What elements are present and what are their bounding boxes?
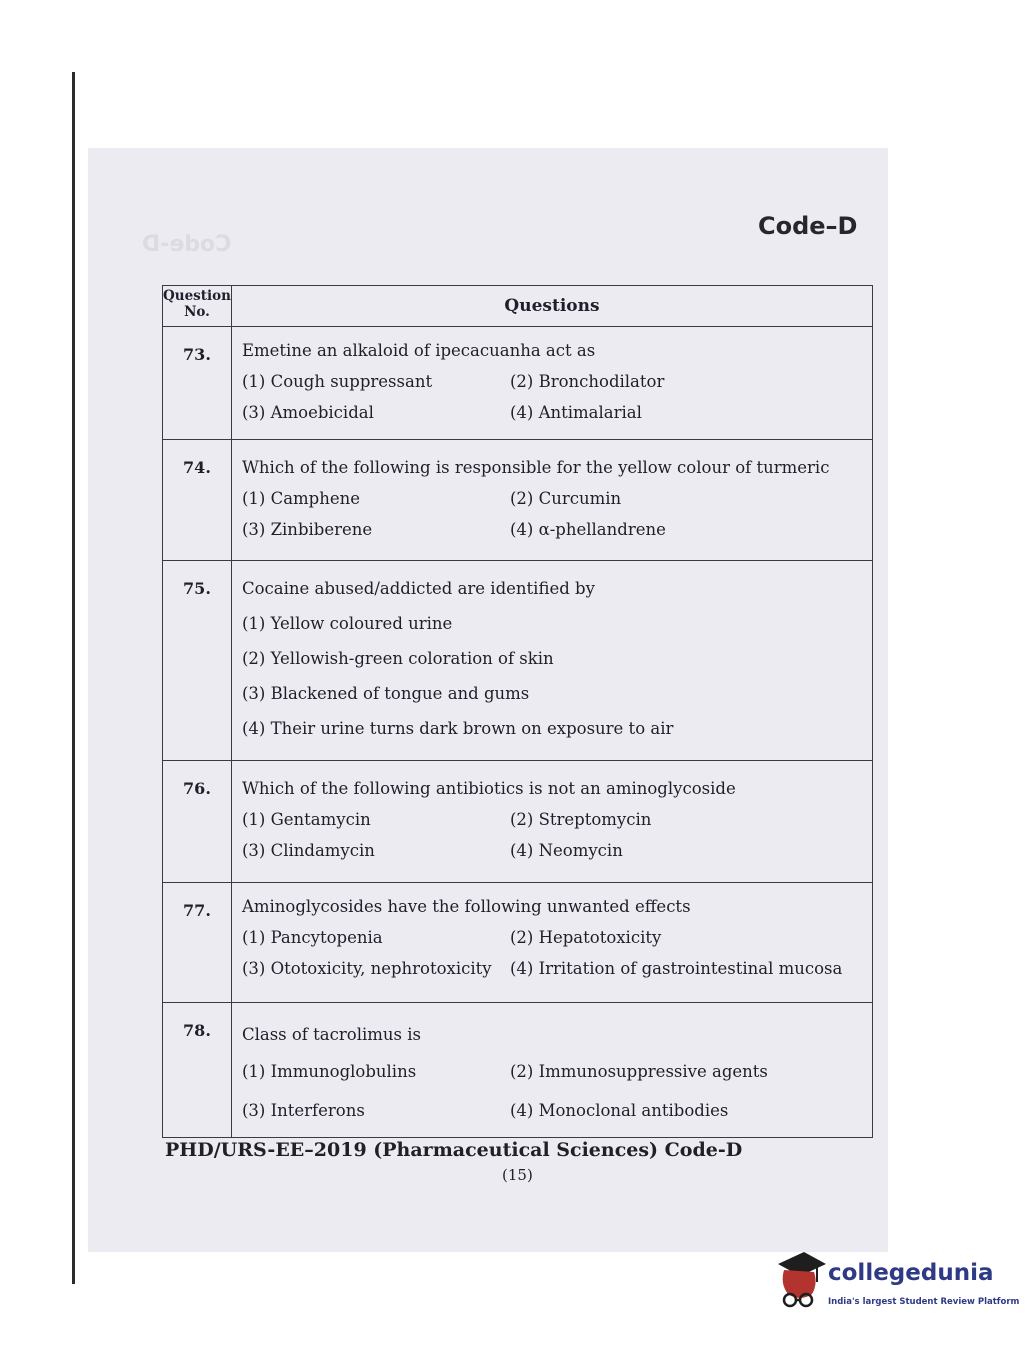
question-stem: Class of tacrolimus is xyxy=(241,1025,421,1044)
col-question-no: Question No. xyxy=(163,286,232,327)
option-2: (2) Yellowish-green coloration of skin xyxy=(241,649,554,668)
question-stem: Which of the following antibiotics is not an aminoglycoside xyxy=(241,779,736,798)
option-3: (3) Interferons xyxy=(241,1101,365,1120)
watermark-logo xyxy=(770,1250,1020,1320)
question-number: 73. xyxy=(163,327,232,440)
option-3: (3) Amoebicidal xyxy=(241,403,374,422)
question-body xyxy=(231,440,872,561)
question-row-78 xyxy=(163,1003,873,1138)
question-number: 77. xyxy=(163,883,232,1003)
question-row-75 xyxy=(163,561,873,761)
question-row-73 xyxy=(163,327,873,440)
option-1: (1) Immunoglobulins xyxy=(241,1062,417,1081)
question-row-77 xyxy=(163,883,873,1003)
option-1: (1) Yellow coloured urine xyxy=(241,614,453,633)
option-1: (1) Pancytopenia xyxy=(241,928,383,947)
bleed-through-text: Code-D xyxy=(142,232,232,257)
option-1: (1) Cough suppressant xyxy=(241,372,433,391)
option-4: (4) Their urine turns dark brown on exposure to air xyxy=(241,719,674,738)
option-3: (3) Ototoxicity, nephrotoxicity xyxy=(241,959,492,978)
graduate-mascot-icon xyxy=(770,1250,826,1314)
page-number: (15) xyxy=(502,1166,533,1184)
question-number: 75. xyxy=(163,561,232,761)
question-body xyxy=(231,761,872,883)
paper-code: Code–D xyxy=(758,212,858,240)
option-4: (4) Neomycin xyxy=(509,841,623,860)
option-1: (1) Gentamycin xyxy=(241,810,371,829)
option-3: (3) Zinbiberene xyxy=(241,520,373,539)
question-stem: Cocaine abused/addicted are identified by xyxy=(241,579,595,598)
option-4: (4) Antimalarial xyxy=(509,403,642,422)
option-2: (2) Bronchodilator xyxy=(509,372,665,391)
question-number: 74. xyxy=(163,440,232,561)
brand-tagline: India's largest Student Review Platform xyxy=(828,1297,1020,1307)
question-body xyxy=(231,1003,872,1138)
question-stem: Which of the following is responsible for the yellow colour of turmeric xyxy=(241,458,830,477)
option-4: (4) Irritation of gastrointestinal mucosa xyxy=(509,959,843,978)
scan-edge xyxy=(72,72,75,1284)
col-questions: Questions xyxy=(231,286,872,327)
option-2: (2) Curcumin xyxy=(509,489,622,508)
question-body xyxy=(231,327,872,440)
option-1: (1) Camphene xyxy=(241,489,361,508)
table-header-row xyxy=(163,286,873,327)
option-3: (3) Blackened of tongue and gums xyxy=(241,684,530,703)
question-row-76 xyxy=(163,761,873,883)
exam-footer: PHD/URS-EE–2019 (Pharmaceutical Sciences) Code-D xyxy=(165,1139,743,1161)
option-4: (4) α-phellandrene xyxy=(509,520,666,539)
option-4: (4) Monoclonal antibodies xyxy=(509,1101,729,1120)
brand-name: collegedunia xyxy=(828,1260,994,1286)
question-number: 76. xyxy=(163,761,232,883)
question-body xyxy=(231,561,872,761)
option-3: (3) Clindamycin xyxy=(241,841,375,860)
question-number: 78. xyxy=(163,1003,232,1138)
question-stem: Aminoglycosides have the following unwanted effects xyxy=(241,897,691,916)
question-table xyxy=(162,285,873,1138)
option-2: (2) Hepatotoxicity xyxy=(509,928,662,947)
option-2: (2) Streptomycin xyxy=(509,810,652,829)
option-2: (2) Immunosuppressive agents xyxy=(509,1062,768,1081)
question-row-74 xyxy=(163,440,873,561)
question-body xyxy=(231,883,872,1003)
question-stem: Emetine an alkaloid of ipecacuanha act as xyxy=(241,341,596,360)
